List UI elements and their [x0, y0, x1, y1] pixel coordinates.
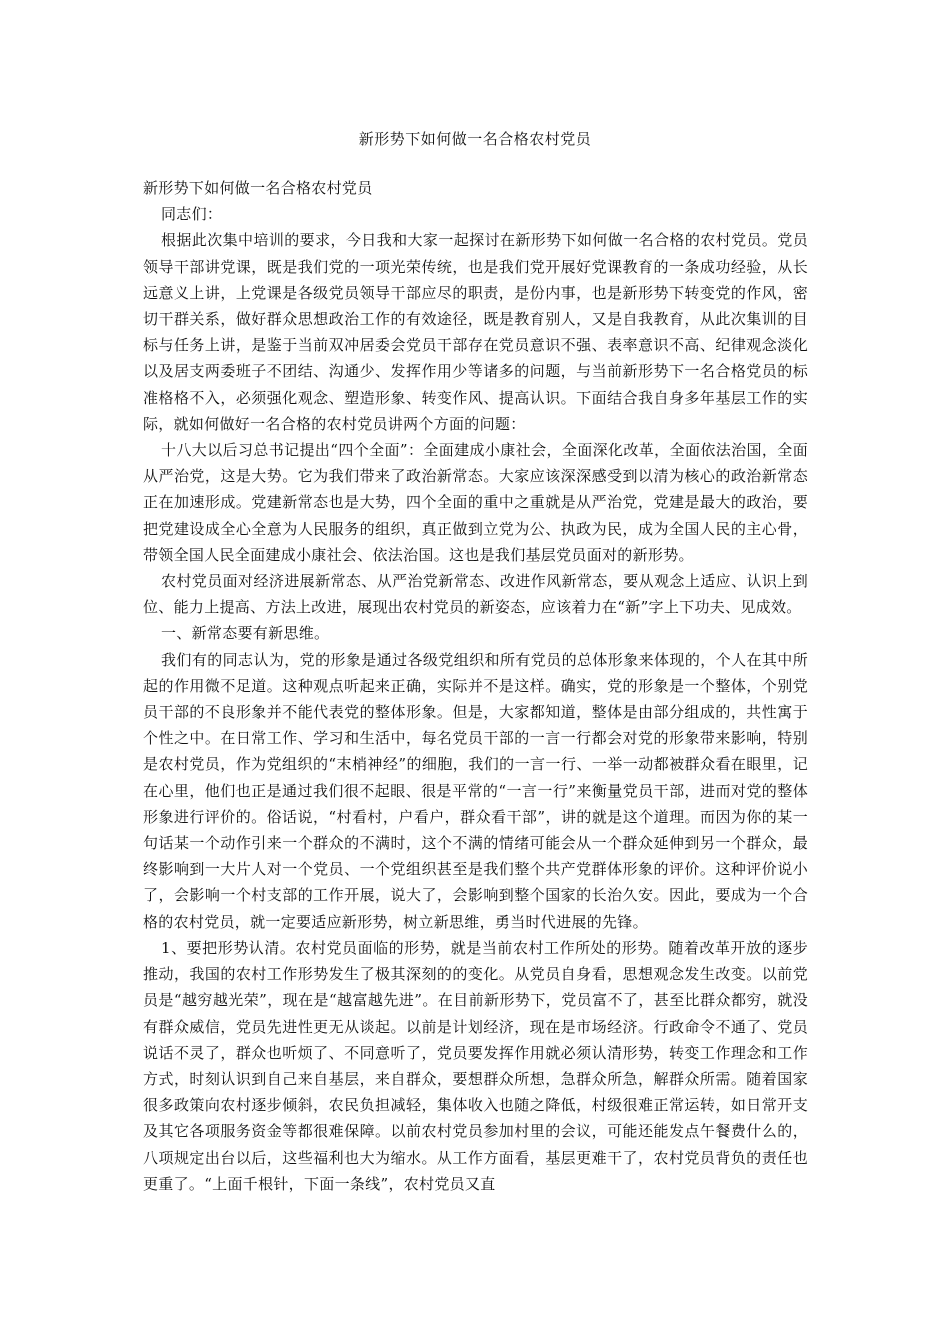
- paragraph: 农村党员面对经济进展新常态、从严治党新常态、改进作风新常态，要从观念上适应、认识上到位、能力上提高、方法上改进，展现出农村党员的新姿态，应该着力在“新”字上下功夫、见成效。: [143, 572, 808, 617]
- paragraph: 根据此次集中培训的要求，今日我和大家一起探讨在新形势下如何做一名合格的农村党员。党员领导干部讲党课，既是我们党的一项光荣传统，也是我们党开展好党课教育的一条成功经验，从长远意义上讲，上党课是各级党员领导干部应尽的职责，是份内事，也是新形势下转变党的作风，密切干群关系，做好群众思想政治工作的有效途径，既是教育别人，又是自我教育，从此次集训的目标与任务上讲，是鉴于当前双冲居委会党员干部存在党员意识不强、表率意识不高、纪律观念淡化以及居支两委班子不团结、沟通少、发挥作用少等诸多的问题，与当前新形势下一名合格党员的标准格格不入，必须强化观念、塑造形象、转变作风、提高认识。下面结合我自身多年基层工作的实际，就如何做好一名合格的农村党员讲两个方面的问题：: [143, 231, 808, 433]
- document-title: 新形势下如何做一名合格农村党员: [358, 130, 592, 148]
- section-heading: 一、新常态要有新思维。: [161, 624, 330, 643]
- document-body: [143, 175, 808, 1197]
- paragraph: 1、要把形势认清。农村党员面临的形势，就是当前农村工作所处的形势。随着改革开放的逐步推动，我国的农村工作形势发生了极其深刻的的变化。从党员自身看，思想观念发生改变。以前党员是“越穷越光荣”，现在是“越富越先进”。在目前新形势下，党员富不了，甚至比群众都穷，就没有群众威信，党员先进性更无从谈起。以前是计划经济，现在是市场经济。行政命令不通了、党员说话不灵了，群众也听烦了、不同意听了，党员要发挥作用就必须认清形势，转变工作理念和工作方式，时刻认识到自己来自基层，来自群众，要想群众所想，急群众所急，解群众所需。随着国家很多政策向农村逐步倾斜，农民负担减轻，集体收入也随之降低，村级很难正常运转，如日常开支及其它各项服务资金等都很难保障。以前农村党员参加村里的会议，可能还能发点午餐费什么的，八项规定出台以后，这些福利也大为缩水。从工作方面看，基层更难干了，农村党员背负的责任也更重了。“上面千根针，下面一条线”，农村党员又直: [143, 938, 808, 1193]
- paragraph: 十八大以后习总书记提出“四个全面”：全面建成小康社会，全面深化改革，全面依法治国，全面从严治党，这是大势。它为我们带来了政治新常态。大家应该深深感受到以清为核心的政治新常态正在加速形成。党建新常态也是大势，四个全面的重中之重就是从严治党，党建是最大的政治，要把党建设成全心全意为人民服务的组织，真正做到立党为公、执政为民，成为全国人民的主心骨，带领全国人民全面建成小康社会、依法治国。这也是我们基层党员面对的新形势。: [143, 441, 808, 564]
- paragraph: 我们有的同志认为，党的形象是通过各级党组织和所有党员的总体形象来体现的，个人在其中所起的作用微不足道。这种观点听起来正确，实际并不是这样。确实，党的形象是一个整体，个别党员干部的不良形象并不能代表党的整体形象。但是，大家都知道，整体是由部分组成的，共性寓于个性之中。在日常工作、学习和生活中，每名党员干部的一言一行都会对党的形象带来影响，特别是农村党员，作为党组织的“末梢神经”的细胞，我们的一言一行、一举一动都被群众看在眼里，记在心里，他们也正是通过我们很不起眼、很是平常的“一言一行”来衡量党员干部，进而对党的整体形象进行评价的。俗话说，“村看村，户看户，群众看干部”，讲的就是这个道理。而因为你的某一句话某一个动作引来一个群众的不满时，这个不满的情绪可能会从一个群众延伸到另一个群众，最终影响到一大片人对一个党员、一个党组织甚至是我们整个共产党群体形象的评价。这种评价说小了，会影响一个村支部的工作开展，说大了，会影响到整个国家的长治久安。因此，要成为一个合格的农村党员，就一定要适应新形势，树立新思维，勇当时代进展的先锋。: [143, 650, 808, 931]
- document-subtitle: 新形势下如何做一名合格农村党员: [143, 179, 373, 197]
- greeting: 同志们：: [161, 205, 223, 224]
